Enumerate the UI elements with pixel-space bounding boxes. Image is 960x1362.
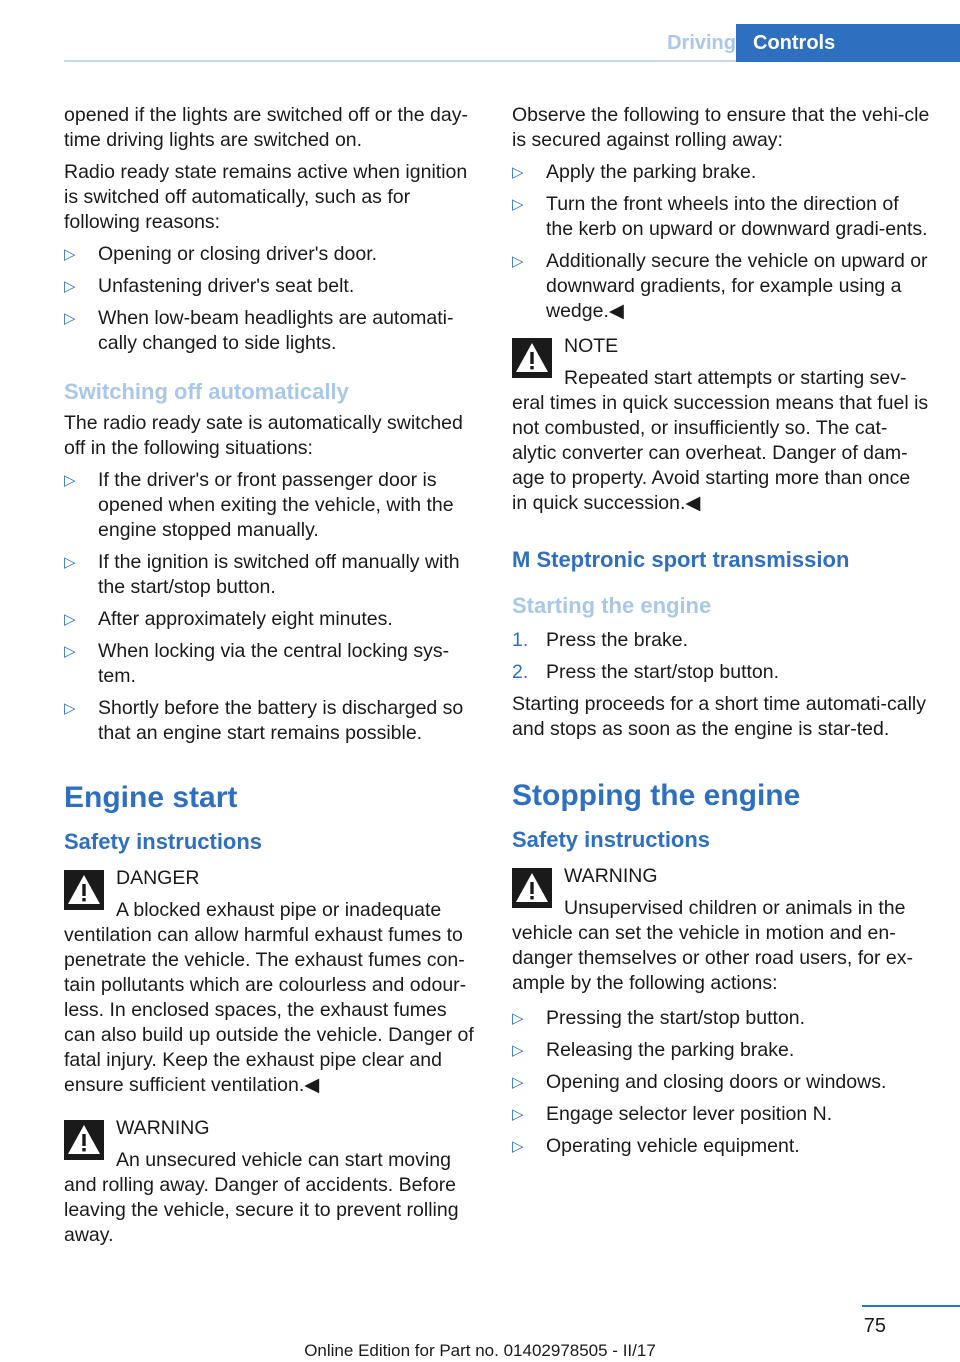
note-notice bbox=[512, 334, 930, 516]
warning-text: An unsecured vehicle can start moving and rolling away. Danger of accidents. Before leaving the vehicle, secure it to prevent rolling away. bbox=[64, 1149, 459, 1246]
danger-text: A blocked exhaust pipe or inadequate ventilation can allow harmful exhaust fumes to penetrate the vehicle. The exhaust fumes con-tain pollutants which are colourless and odour-less. In enclosed spaces, the exhaust fumes can also build up outside the vehicle. Danger of fatal injury. Keep the exhaust pipe clear and ensure sufficient ventilation.◀ bbox=[64, 899, 474, 1096]
warning-triangle-icon bbox=[64, 1120, 104, 1160]
page-header bbox=[0, 24, 960, 62]
paragraph: The radio ready sate is automatically switched off in the following situations: bbox=[64, 412, 463, 459]
list-item: ▷ Releasing the parking brake. bbox=[512, 1038, 930, 1063]
tab-driving[interactable]: Driving bbox=[667, 32, 736, 54]
chapter-heading-stopping-engine: Stopping the engine bbox=[512, 779, 801, 812]
chapter-heading-engine-start: Engine start bbox=[64, 781, 238, 814]
warning-triangle-icon bbox=[64, 870, 104, 910]
paragraph: Radio ready state remains active when ignition is switched off automatically, such as for following reasons: bbox=[64, 161, 468, 233]
footer-rule bbox=[862, 1305, 960, 1307]
note-text: Repeated start attempts or starting sev-eral times in quick succession means that fuel is not combusted, or insufficiently so. The cat-alytic converter can overheat. Danger of dam-age to property. Avoid starting more than once in quick succession.◀ bbox=[512, 367, 929, 514]
step-number: 1. bbox=[512, 629, 529, 651]
section-heading-m-steptronic: M Steptronic sport transmission bbox=[512, 547, 850, 572]
step-text: Press the start/stop button. bbox=[546, 661, 780, 683]
warning-triangle-icon bbox=[512, 338, 552, 378]
subheading-starting-engine: Starting the engine bbox=[512, 593, 712, 618]
danger-title: DANGER bbox=[116, 867, 200, 889]
bullet-list bbox=[512, 1006, 930, 1159]
list-item: ▷ Apply the parking brake. bbox=[512, 160, 930, 185]
warning-notice bbox=[512, 864, 930, 996]
section-heading-safety: Safety instructions bbox=[64, 829, 263, 854]
numbered-list bbox=[512, 628, 930, 685]
list-item: ▷ Unfastening driver's seat belt. bbox=[64, 274, 482, 299]
edition-footer: Online Edition for Part no. 01402978505 - II/17 bbox=[304, 1341, 656, 1360]
list-item: ▷ Operating vehicle equipment. bbox=[512, 1134, 930, 1159]
warning-title: WARNING bbox=[116, 1117, 210, 1139]
list-item: ▷ Shortly before the battery is discharged so that an engine start remains possible. bbox=[64, 696, 482, 746]
paragraph: opened if the lights are switched off or the day-time driving lights are switched on. bbox=[64, 104, 468, 151]
left-column bbox=[64, 103, 482, 1258]
step-text: Press the brake. bbox=[546, 629, 688, 651]
right-column bbox=[512, 103, 930, 1166]
list-item: ▷ If the ignition is switched off manually with the start/stop button. bbox=[64, 550, 482, 600]
section-heading-safety: Safety instructions bbox=[512, 827, 711, 852]
list-item bbox=[512, 628, 930, 653]
list-item: ▷ Turn the front wheels into the direction of the kerb on upward or downward gradi-ents. bbox=[512, 192, 930, 242]
list-item: ▷ Opening or closing driver's door. bbox=[64, 242, 482, 267]
warning-title: WARNING bbox=[564, 865, 658, 887]
list-item: ▷ Pressing the start/stop button. bbox=[512, 1006, 930, 1031]
list-item: ▷ Opening and closing doors or windows. bbox=[512, 1070, 930, 1095]
note-title: NOTE bbox=[564, 335, 619, 357]
danger-notice bbox=[64, 866, 482, 1098]
list-item bbox=[512, 660, 930, 685]
list-item: ▷ Engage selector lever position N. bbox=[512, 1102, 930, 1127]
list-item: ▷ When low-beam headlights are automati-cally changed to side lights. bbox=[64, 306, 482, 356]
warning-triangle-icon bbox=[512, 868, 552, 908]
paragraph: Starting proceeds for a short time automati-cally and stops as soon as the engine is star-ted. bbox=[512, 693, 927, 740]
section-heading-switching-off: Switching off automatically bbox=[64, 379, 349, 404]
warning-notice bbox=[64, 1116, 482, 1248]
list-item: ▷ Additionally secure the vehicle on upward or downward gradients, for example using a wedge.◀ bbox=[512, 249, 930, 324]
list-item: ▷ When locking via the central locking sys-tem. bbox=[64, 639, 482, 689]
bullet-list bbox=[512, 160, 930, 324]
list-item: ▷ After approximately eight minutes. bbox=[64, 607, 482, 632]
list-item: ▷ If the driver's or front passenger door is opened when exiting the vehicle, with the engine stopped manually. bbox=[64, 468, 482, 543]
step-number: 2. bbox=[512, 661, 529, 683]
bullet-list bbox=[64, 242, 482, 356]
tab-controls[interactable]: Controls bbox=[736, 24, 960, 62]
warning-text: Unsupervised children or animals in the vehicle can set the vehicle in motion and en-danger themselves or other road users, for ex-ample by the following actions: bbox=[512, 897, 914, 994]
page-number: 75 bbox=[863, 1315, 886, 1337]
paragraph: Observe the following to ensure that the vehi-cle is secured against rolling away: bbox=[512, 104, 930, 151]
bullet-list bbox=[64, 468, 482, 746]
